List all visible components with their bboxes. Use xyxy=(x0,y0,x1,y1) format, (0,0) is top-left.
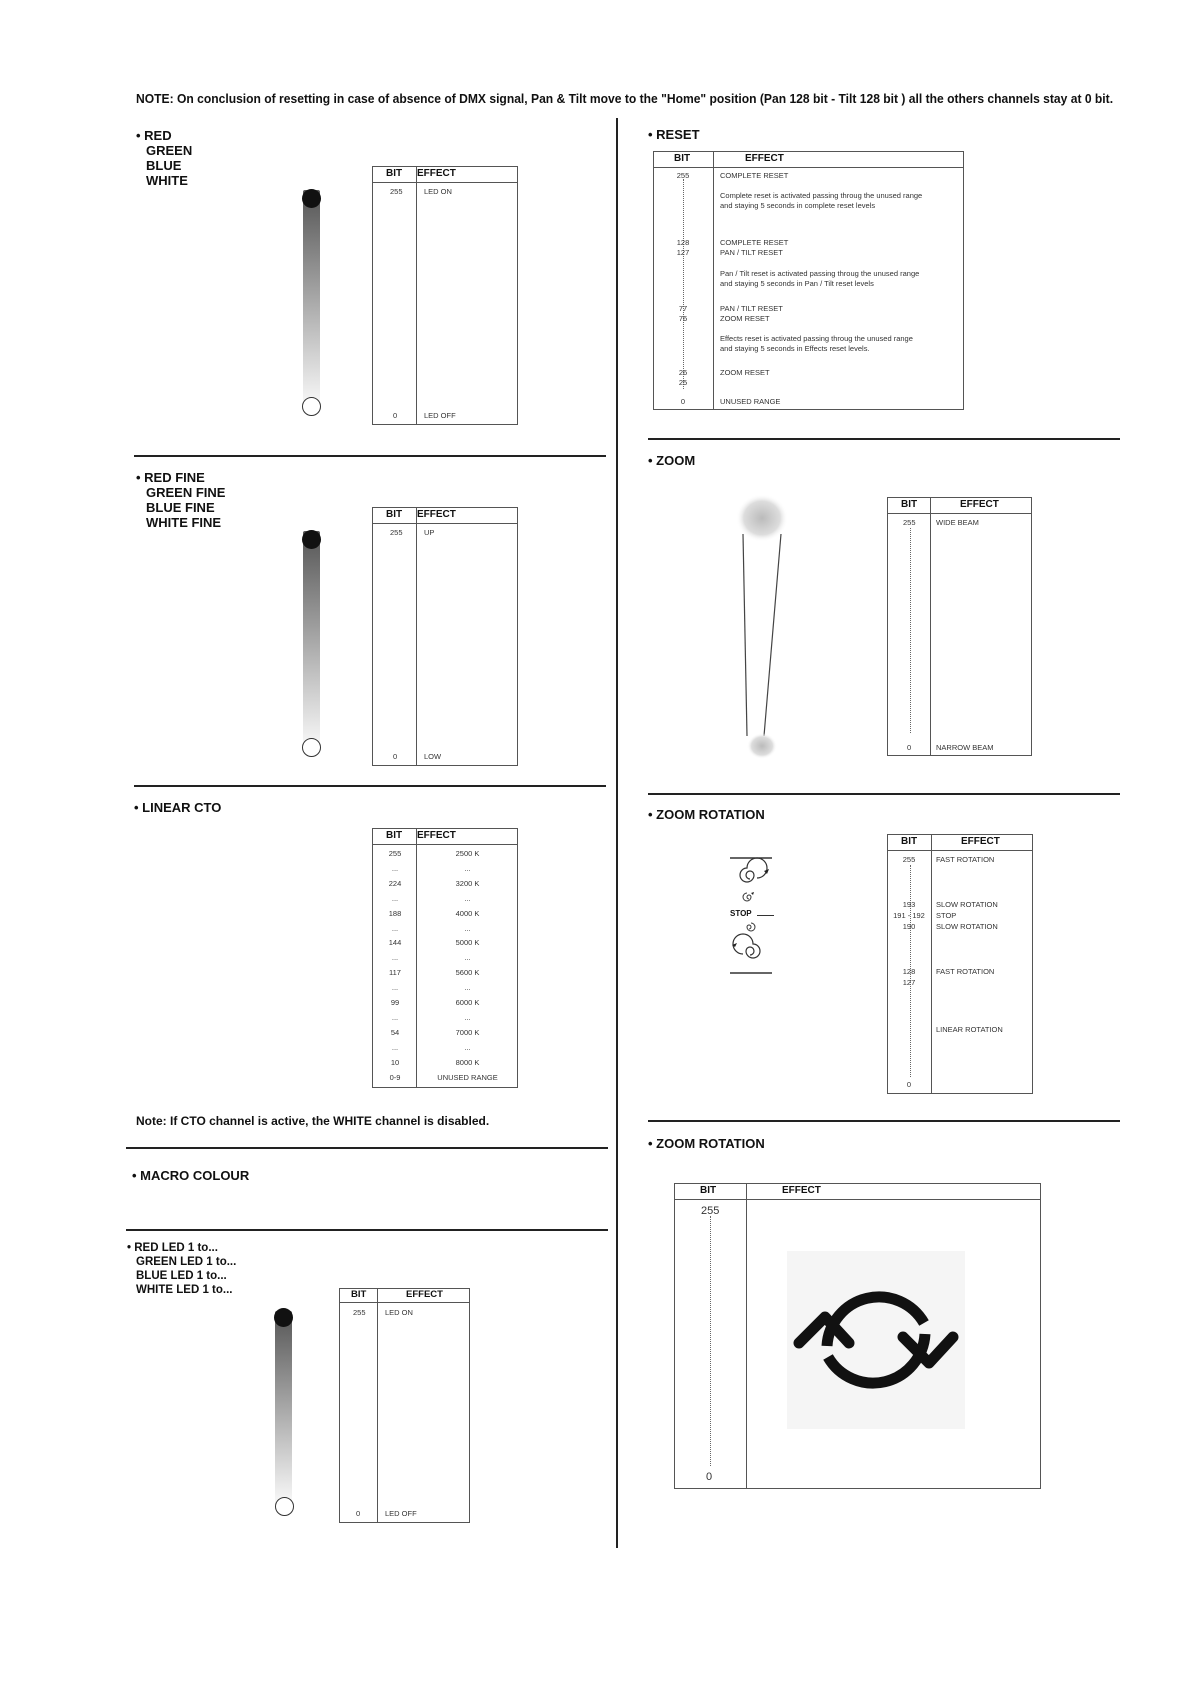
effect-value: ... xyxy=(464,893,471,903)
top-note: NOTE: On conclusion of resetting in case of absence of DMX signal, Pan & Tilt move to the "Home" position (Pan 128 bit - Tilt 128 bit ) all the others channels stay at 0 bit. xyxy=(136,91,1114,106)
bit-value: 127 xyxy=(676,248,690,257)
effect-value: 5600 K xyxy=(455,968,480,978)
beam-diagram xyxy=(730,490,810,760)
bit-value: ... xyxy=(391,953,399,963)
bit-value: 0-9 xyxy=(389,1072,401,1082)
rgbw-line: WHITE xyxy=(146,173,188,188)
wide-beam-cloud xyxy=(736,494,788,542)
rgbw-line: BLUE xyxy=(146,158,182,173)
rgbw-fine-heading xyxy=(136,470,225,530)
section-divider xyxy=(648,1120,1120,1122)
effect-value: UP xyxy=(424,528,435,537)
effect-header: EFFECT xyxy=(961,836,1000,847)
effect-value: FAST ROTATION xyxy=(936,855,995,864)
effect-value: UNUSED RANGE xyxy=(437,1072,498,1082)
bit-header: BIT xyxy=(674,153,691,164)
bit-value: 77 xyxy=(678,304,688,313)
section-divider xyxy=(134,455,606,457)
beam-edge xyxy=(743,534,747,736)
bit-value: 0 xyxy=(680,397,686,406)
effect-value: and staying 5 seconds in complete reset levels xyxy=(720,201,876,210)
led-line: GREEN LED 1 to... xyxy=(136,1256,237,1268)
spiral-icon xyxy=(743,893,751,901)
bit-value: 0 xyxy=(393,411,398,420)
effect-value: LINEAR ROTATION xyxy=(936,1025,1003,1034)
effect-value: Complete reset is activated passing throug the unused range xyxy=(720,191,923,200)
reset-heading: • RESET xyxy=(648,127,700,142)
zoom-rotation-table-2 xyxy=(674,1183,1041,1489)
bit-value: 117 xyxy=(389,968,401,978)
spiral-icon xyxy=(740,858,767,882)
effect-value: 8000 K xyxy=(455,1057,480,1067)
effect-header: EFFECT xyxy=(406,1289,443,1300)
led-line: BLUE LED 1 to... xyxy=(136,1270,227,1282)
fader-bottom-knob xyxy=(275,1497,294,1516)
fader-top-knob xyxy=(302,530,321,549)
fader-top-knob xyxy=(302,189,321,208)
bit-value: 224 xyxy=(388,878,402,888)
effect-value: ... xyxy=(464,1042,471,1052)
bit-value: 144 xyxy=(388,938,402,948)
intensity-gradient-bar xyxy=(275,1311,292,1511)
effect-value: and staying 5 seconds in Pan / Tilt reset levels xyxy=(720,279,874,288)
effect-header: EFFECT xyxy=(417,830,456,841)
bit-value: ... xyxy=(391,983,399,993)
bit-value: 128 xyxy=(902,967,916,976)
effect-value: PAN / TILT RESET xyxy=(720,304,783,313)
effect-header: EFFECT xyxy=(782,1185,821,1196)
bit-value: ... xyxy=(391,1042,399,1052)
rgbw-fine-line: WHITE FINE xyxy=(146,515,222,530)
effect-value: COMPLETE RESET xyxy=(720,171,789,180)
effect-value: PAN / TILT RESET xyxy=(720,248,783,257)
bit-value: 10 xyxy=(390,1057,400,1067)
bit-header: BIT xyxy=(386,830,403,841)
bit-value: 127 xyxy=(902,978,916,987)
effect-value: LED ON xyxy=(424,187,452,196)
bit-value: 255 xyxy=(903,518,916,527)
bit-value: 54 xyxy=(390,1027,400,1037)
bit-value: ... xyxy=(391,923,399,933)
effect-value: ... xyxy=(464,923,471,933)
effect-value: FAST ROTATION xyxy=(936,967,995,976)
rgbw-heading xyxy=(136,128,192,188)
effect-header: EFFECT xyxy=(417,509,456,520)
bit-value: 0 xyxy=(706,1471,713,1483)
intensity-gradient-bar xyxy=(303,531,320,756)
bit-value: 255 xyxy=(390,187,403,196)
effect-value: 4000 K xyxy=(455,908,480,918)
spiral-icon xyxy=(747,923,755,931)
narrow-beam-cloud xyxy=(747,733,777,759)
zoom-table xyxy=(887,497,1032,756)
bit-header: BIT xyxy=(700,1185,717,1196)
effect-header: EFFECT xyxy=(745,153,784,164)
bit-header: BIT xyxy=(351,1289,367,1300)
bit-value: ... xyxy=(391,893,399,903)
bit-value: 0 xyxy=(906,1080,912,1089)
rgbw-table xyxy=(372,166,518,425)
effect-value: 6000 K xyxy=(455,998,480,1007)
cto-heading: • LINEAR CTO xyxy=(134,800,222,815)
bit-header: BIT xyxy=(386,509,403,520)
beam-edge xyxy=(764,534,781,736)
fader-bottom-knob xyxy=(302,738,321,757)
section-divider xyxy=(648,438,1120,440)
effect-header: EFFECT xyxy=(960,499,999,510)
bit-value: 255 xyxy=(390,528,403,537)
effect-value: ... xyxy=(464,953,471,963)
cto-note: Note: If CTO channel is active, the WHITE channel is disabled. xyxy=(136,1114,490,1128)
bit-header: BIT xyxy=(901,836,918,847)
bit-value: ... xyxy=(391,863,399,873)
bit-value: 255 xyxy=(701,1205,720,1217)
bit-value: 191 - 192 xyxy=(893,911,925,920)
rotation-icon-panel xyxy=(787,1251,965,1429)
rgbw-fine-table xyxy=(372,507,518,766)
bit-value: 188 xyxy=(388,908,402,918)
cto-table xyxy=(372,828,518,1088)
effect-value: LED OFF xyxy=(424,411,456,420)
bit-header: BIT xyxy=(901,499,918,510)
zoom-rotation-heading: • ZOOM ROTATION xyxy=(648,1136,765,1151)
reset-table xyxy=(653,151,964,410)
zoom-heading: • ZOOM xyxy=(648,453,696,468)
effect-value: 7000 K xyxy=(455,1027,480,1037)
bit-value: 190 xyxy=(902,922,916,931)
rgbw-fine-line: • RED FINE xyxy=(136,470,205,485)
rgbw-line: GREEN xyxy=(146,143,193,158)
zoom-rotation-heading: • ZOOM ROTATION xyxy=(648,807,765,822)
effect-value: STOP xyxy=(936,911,957,920)
led-heading xyxy=(127,1241,236,1297)
bit-value: 0 xyxy=(356,1509,361,1518)
rgbw-line: • RED xyxy=(136,128,172,143)
effect-value: Effects reset is activated passing throug the unused range xyxy=(720,334,913,343)
effect-value: LED OFF xyxy=(385,1509,417,1518)
bit-value: 25 xyxy=(678,378,688,387)
effect-value: ... xyxy=(464,863,471,873)
effect-value: 3200 K xyxy=(455,878,480,888)
rgbw-fine-line: GREEN FINE xyxy=(146,485,226,500)
led-line: WHITE LED 1 to... xyxy=(136,1284,233,1296)
bit-value: 255 xyxy=(353,1308,366,1317)
led-table xyxy=(339,1288,470,1523)
rgbw-fine-line: BLUE FINE xyxy=(146,500,215,515)
bit-value: 0 xyxy=(907,743,912,752)
effect-value: Pan / Tilt reset is activated passing throug the unused range xyxy=(720,269,920,278)
intensity-gradient-bar xyxy=(303,190,320,415)
effect-value: LED ON xyxy=(385,1308,413,1317)
bit-value: 76 xyxy=(678,314,688,323)
bit-value: 26 xyxy=(678,368,688,377)
stop-marker xyxy=(757,915,774,916)
effect-value: 5000 K xyxy=(455,938,480,948)
effect-value: WIDE BEAM xyxy=(936,518,979,527)
effect-value: ... xyxy=(464,1012,471,1022)
stop-label: STOP xyxy=(730,909,752,918)
effect-value: SLOW ROTATION xyxy=(936,900,998,909)
section-divider xyxy=(126,1229,608,1231)
fader-top-knob xyxy=(274,1308,293,1327)
led-line: • RED LED 1 to... xyxy=(127,1242,218,1254)
effect-value: LOW xyxy=(424,752,442,761)
effect-value: ... xyxy=(464,983,471,993)
bit-value: 99 xyxy=(390,998,400,1007)
bit-value: ... xyxy=(391,1012,399,1022)
fader-bottom-knob xyxy=(302,397,321,416)
section-divider xyxy=(134,785,606,787)
bit-header: BIT xyxy=(386,168,403,179)
section-divider xyxy=(126,1147,608,1149)
spiral-icon xyxy=(733,934,760,958)
refresh-icon xyxy=(787,1251,965,1429)
effect-header: EFFECT xyxy=(417,168,456,179)
effect-value: COMPLETE RESET xyxy=(720,238,789,247)
effect-value: SLOW ROTATION xyxy=(936,922,998,931)
bit-value: 255 xyxy=(902,855,916,864)
effect-value: NARROW BEAM xyxy=(936,743,994,752)
section-divider xyxy=(648,793,1120,795)
bit-value: 128 xyxy=(676,238,690,247)
effect-value: 2500 K xyxy=(455,849,480,858)
macro-heading: • MACRO COLOUR xyxy=(132,1168,250,1183)
column-divider xyxy=(616,118,618,1548)
effect-value: ZOOM RESET xyxy=(720,314,770,323)
bit-value: 255 xyxy=(676,171,690,180)
effect-value: and staying 5 seconds in Effects reset levels. xyxy=(720,344,870,353)
bit-value: 0 xyxy=(393,752,398,761)
bit-value: 193 xyxy=(902,900,916,909)
bit-value: 255 xyxy=(388,849,402,858)
effect-value: ZOOM RESET xyxy=(720,368,770,377)
zoom-rotation-table xyxy=(887,834,1033,1094)
effect-value: UNUSED RANGE xyxy=(720,397,781,406)
